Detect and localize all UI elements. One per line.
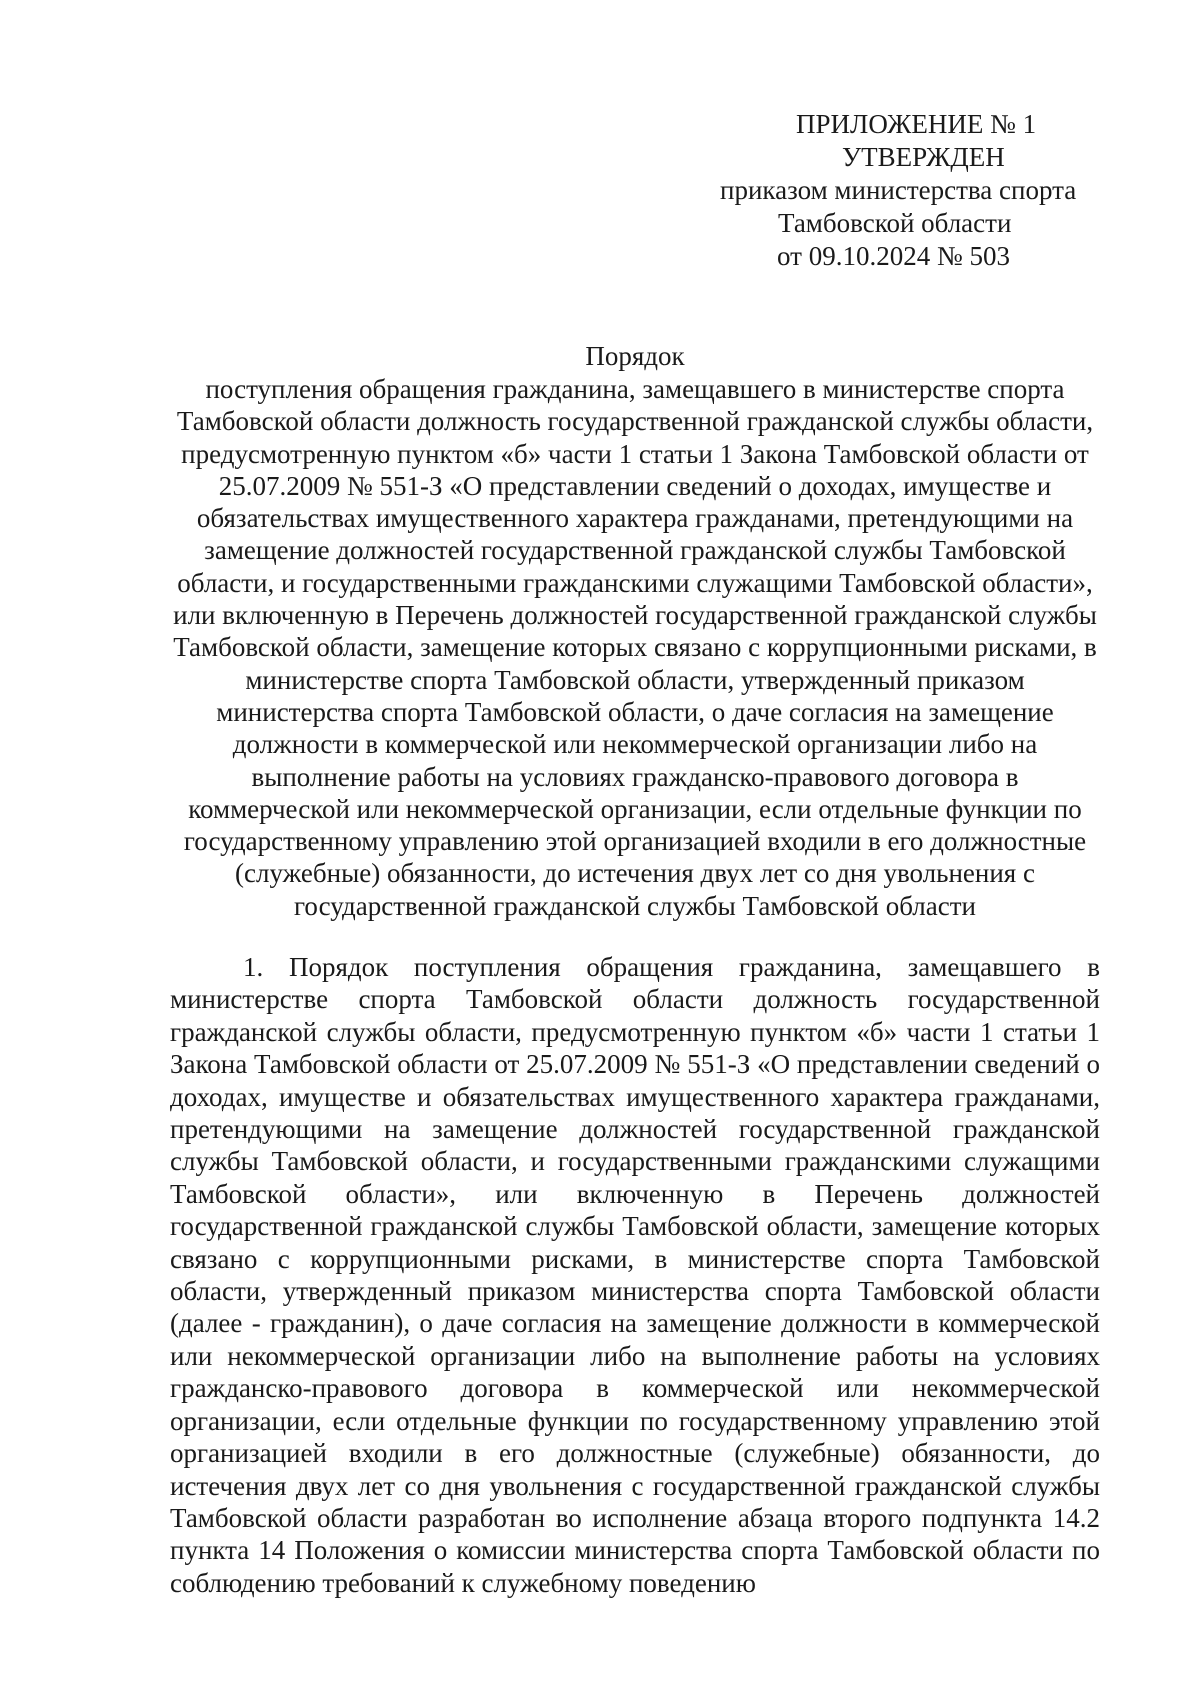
approved-by-order: приказом министерства спорта: [720, 175, 1077, 205]
appendix-label: ПРИЛОЖЕНИЕ № 1: [796, 109, 1037, 139]
document-title: Порядок: [585, 341, 685, 371]
approved-label: УТВЕРЖДЕН: [842, 142, 1005, 172]
document-title-block: [170, 340, 1100, 922]
order-date-number: от 09.10.2024 № 503: [777, 241, 1010, 271]
paragraph-1: 1. Порядок поступления обращения гражданина, замещавшего в министерстве спорта Тамбовской области должность государственной гражданской службы области, предусмотренную пунктом «б» части 1 статьи 1 Закона Тамбовской области от 25.07.2009 № 551-З «О представлении сведений о доходах, имуществе и обязательствах имущественного характера гражданами, претендующими на замещение должностей государственной гражданской службы Тамбовской области, и государственными гражданскими служащими Тамбовской области», или включенную в Перечень должностей государственной гражданской службы Тамбовской области, замещение которых связано с коррупционными рисками, в министерстве спорта Тамбовской области, утвержденный приказом министерства спорта Тамбовской области (далее - гражданин), о даче согласия на замещение должности в коммерческой или некоммерческой организации либо на выполнение работы на условиях гражданско-правового договора в коммерческой или некоммерческой организации, если отдельные функции по государственному управлению этой организацией входили в его должностные (служебные) обязанности, до истечения двух лет со дня увольнения с государственной гражданской службы Тамбовской области разработан во исполнение абзаца второго подпункта 14.2 пункта 14 Положения о комиссии министерства спорта Тамбовской области по соблюдению требований к служебному поведению: [170, 952, 1100, 1598]
document-subtitle: поступления обращения гражданина, замещавшего в министерстве спорта Тамбовской области должность государственной гражданской службы области, предусмотренную пунктом «б» части 1 статьи 1 Закона Тамбовской области от 25.07.2009 № 551-З «О представлении сведений о доходах, имуществе и обязательствах имущественного характера гражданами, претендующими на замещение должностей государственной гражданской службы Тамбовской области, и государственными гражданскими служащими Тамбовской области», или включенную в Перечень должностей государственной гражданской службы Тамбовской области, замещение которых связано с коррупционными рисками, в министерстве спорта Тамбовской области, утвержденный приказом министерства спорта Тамбовской области, о даче согласия на замещение должности в коммерческой или некоммерческой организации либо на выполнение работы на условиях гражданско-правового договора в коммерческой или некоммерческой организации, если отдельные функции по государственному управлению этой организацией входили в его должностные (служебные) обязанности, до истечения двух лет со дня увольнения с государственной гражданской службы Тамбовской области: [173, 374, 1097, 921]
approved-region: Тамбовской области: [778, 208, 1012, 238]
approval-stamp-block: [720, 108, 1120, 273]
